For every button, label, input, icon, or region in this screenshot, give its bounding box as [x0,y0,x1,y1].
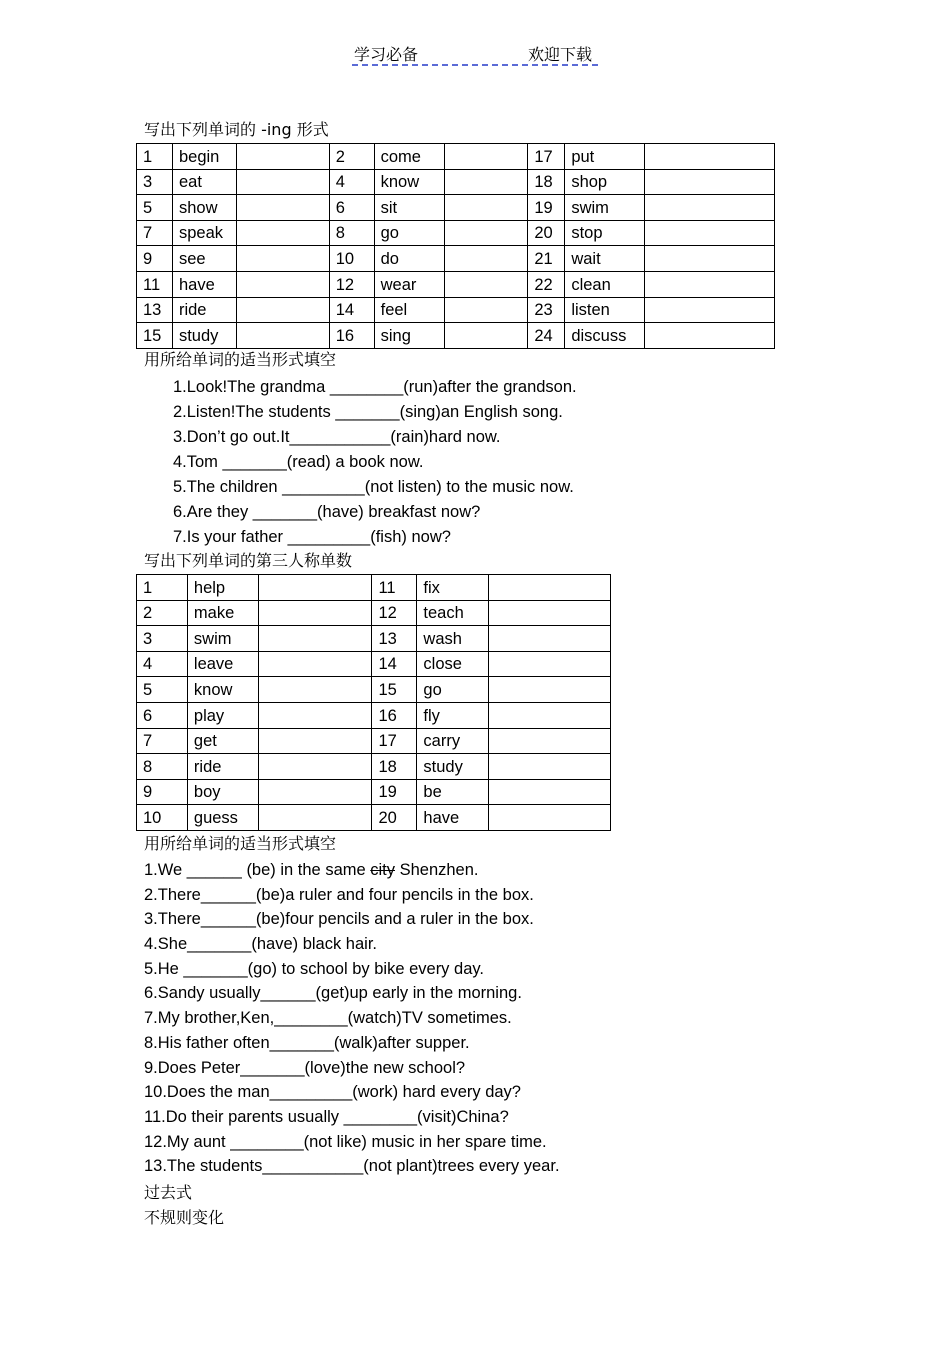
item-word: fly [417,702,489,728]
item-number: 14 [329,297,374,323]
item-word: put [565,144,645,170]
item-word: listen [565,297,645,323]
answer-cell[interactable] [489,805,611,831]
answer-cell[interactable] [645,323,775,349]
item-number: 22 [528,271,565,297]
answer-cell[interactable] [645,271,775,297]
answer-cell[interactable] [258,728,372,754]
item-word: know [187,677,258,703]
item-word: swim [565,195,645,221]
answer-cell[interactable] [489,677,611,703]
answer-cell[interactable] [444,144,528,170]
item-number: 15 [137,323,173,349]
answer-cell[interactable] [444,323,528,349]
exercise-line: 1.Look!The grandma ________(run)after the grandson. [173,378,577,396]
item-word: feel [374,297,444,323]
answer-cell[interactable] [258,600,372,626]
item-number: 16 [329,323,374,349]
header-right-text: 欢迎下载 [527,45,592,64]
item-number: 2 [137,600,188,626]
item-word: come [374,144,444,170]
item-word: shop [565,169,645,195]
table-row [137,702,611,728]
answer-cell[interactable] [444,195,528,221]
item-number: 11 [137,271,173,297]
item-word: guess [187,805,258,831]
answer-cell[interactable] [489,651,611,677]
item-word: begin [172,144,236,170]
item-number: 8 [329,220,374,246]
answer-cell[interactable] [489,600,611,626]
item-number: 10 [137,805,188,831]
item-word: ride [172,297,236,323]
table-row [137,728,611,754]
exercise-line: 6.Sandy usually______(get)up early in the morning. [144,984,522,1003]
section5-subtitle: 不规则变化 [144,1208,225,1227]
item-word: discuss [565,323,645,349]
item-word: have [172,271,236,297]
exercise-line: 8.His father often_______(walk)after supper. [144,1033,470,1052]
header-left-text: 学习必备 [354,45,419,64]
item-number: 20 [528,220,565,246]
exercise-text: Shenzhen. [395,861,479,879]
item-number: 23 [528,297,565,323]
answer-cell[interactable] [258,805,372,831]
answer-cell[interactable] [444,246,528,272]
item-number: 6 [329,195,374,221]
answer-cell[interactable] [236,297,329,323]
third-person-table [136,574,611,831]
answer-cell[interactable] [258,779,372,805]
item-number: 4 [329,169,374,195]
exercise-line: 7.My brother,Ken,________(watch)TV sometimes. [144,1009,512,1028]
item-number: 19 [372,779,417,805]
exercise-line: 4.She_______(have) black hair. [144,935,377,954]
item-number: 3 [137,626,188,652]
item-word: carry [417,728,489,754]
item-number: 9 [137,779,188,805]
item-word: go [417,677,489,703]
item-word: see [172,246,236,272]
ing-fill-in-list [173,375,577,550]
item-number: 7 [137,728,188,754]
item-word: go [374,220,444,246]
answer-cell[interactable] [645,144,775,170]
item-number: 10 [329,246,374,272]
item-word: be [417,779,489,805]
table-row [137,195,775,221]
item-word: get [187,728,258,754]
item-word: stop [565,220,645,246]
item-word: sit [374,195,444,221]
answer-cell[interactable] [236,323,329,349]
item-number: 21 [528,246,565,272]
table-row [137,805,611,831]
item-number: 13 [372,626,417,652]
exercise-line: 11.Do their parents usually ________(visit)China? [144,1107,509,1126]
item-number: 1 [137,575,188,601]
item-word: know [374,169,444,195]
item-word: do [374,246,444,272]
item-word: sing [374,323,444,349]
item-word: play [187,702,258,728]
item-number: 11 [372,575,417,601]
ing-form-table [136,143,775,349]
table-row [137,754,611,780]
section5-title: 过去式 [144,1183,193,1202]
answer-cell[interactable] [236,271,329,297]
answer-cell[interactable] [444,169,528,195]
item-number: 2 [329,144,374,170]
item-word: swim [187,626,258,652]
item-number: 5 [137,677,188,703]
item-word: wear [374,271,444,297]
item-word: have [417,805,489,831]
item-word: teach [417,600,489,626]
exercise-line: 2.Listen!The students _______(sing)an English song. [173,403,563,421]
item-number: 15 [372,677,417,703]
table-row [137,575,611,601]
item-number: 12 [372,600,417,626]
answer-cell[interactable] [258,702,372,728]
item-word: clean [565,271,645,297]
item-word: leave [187,651,258,677]
answer-cell[interactable] [444,271,528,297]
answer-cell[interactable] [444,297,528,323]
answer-cell[interactable] [258,677,372,703]
answer-cell[interactable] [645,169,775,195]
exercise-line: 5.He _______(go) to school by bike every day. [144,959,484,978]
section3-title: 写出下列单词的第三人称单数 [144,551,353,570]
item-word: show [172,195,236,221]
exercise-line: 12.My aunt ________(not like) music in her spare time. [144,1132,547,1151]
table-row [137,169,775,195]
exercise-line: 6.Are they _______(have) breakfast now? [173,503,481,521]
section4-title: 用所给单词的适当形式填空 [144,834,337,853]
item-number: 7 [137,220,173,246]
table-row [137,626,611,652]
item-number: 18 [372,754,417,780]
table-row [137,600,611,626]
answer-cell[interactable] [489,702,611,728]
answer-cell[interactable] [489,626,611,652]
item-number: 16 [372,702,417,728]
item-number: 19 [528,195,565,221]
exercise-text: 1.We ______ (be) in the same [144,861,371,879]
answer-cell[interactable] [258,575,372,601]
item-number: 13 [137,297,173,323]
exercise-line: 5.The children _________(not listen) to the music now. [173,478,574,496]
struck-word: city [370,861,395,879]
item-word: speak [172,220,236,246]
item-word: eat [172,169,236,195]
exercise-line: 9.Does Peter_______(love)the new school? [144,1058,466,1077]
item-word: help [187,575,258,601]
exercise-line: 2.There______(be)a ruler and four pencils in the box. [144,885,534,904]
item-number: 4 [137,651,188,677]
item-word: make [187,600,258,626]
item-number: 5 [137,195,173,221]
exercise-line: 7.Is your father _________(fish) now? [173,528,451,546]
table-row [137,297,775,323]
table-row [137,651,611,677]
exercise-line: 13.The students___________(not plant)trees every year. [144,1157,560,1176]
page-header [352,40,598,66]
item-number: 17 [528,144,565,170]
answer-cell[interactable] [645,246,775,272]
item-number: 1 [137,144,173,170]
item-word: study [417,754,489,780]
item-number: 14 [372,651,417,677]
item-word: close [417,651,489,677]
answer-cell[interactable] [489,728,611,754]
section1-title: 写出下列单词的 -ing 形式 [144,120,329,139]
item-word: study [172,323,236,349]
table-row [137,144,775,170]
exercise-line: 3.There______(be)four pencils and a ruler in the box. [144,910,534,929]
table-row [137,220,775,246]
item-word: ride [187,754,258,780]
answer-cell[interactable] [258,626,372,652]
item-number: 20 [372,805,417,831]
item-word: wash [417,626,489,652]
table-row [137,271,775,297]
exercise-line: 3.Don’t go out.It___________(rain)hard now. [173,428,501,446]
section2-title: 用所给单词的适当形式填空 [144,350,337,369]
answer-cell[interactable] [489,575,611,601]
present-simple-fill-in-list [144,858,560,1179]
answer-cell[interactable] [444,220,528,246]
answer-cell[interactable] [236,195,329,221]
exercise-line: 10.Does the man_________(work) hard every day? [144,1083,521,1102]
item-word: wait [565,246,645,272]
item-number: 8 [137,754,188,780]
table-row [137,246,775,272]
answer-cell[interactable] [645,195,775,221]
item-number: 3 [137,169,173,195]
answer-cell[interactable] [236,144,329,170]
answer-cell[interactable] [645,297,775,323]
table-row [137,677,611,703]
answer-cell[interactable] [489,754,611,780]
item-number: 17 [372,728,417,754]
answer-cell[interactable] [236,169,329,195]
answer-cell[interactable] [236,246,329,272]
answer-cell[interactable] [645,220,775,246]
item-number: 12 [329,271,374,297]
item-number: 18 [528,169,565,195]
exercise-line: 4.Tom _______(read) a book now. [173,453,424,471]
table-row [137,779,611,805]
item-number: 24 [528,323,565,349]
answer-cell[interactable] [489,779,611,805]
item-number: 6 [137,702,188,728]
exercise-line [144,858,560,883]
item-word: fix [417,575,489,601]
answer-cell[interactable] [258,651,372,677]
item-number: 9 [137,246,173,272]
table-row [137,323,775,349]
answer-cell[interactable] [258,754,372,780]
answer-cell[interactable] [236,220,329,246]
item-word: boy [187,779,258,805]
